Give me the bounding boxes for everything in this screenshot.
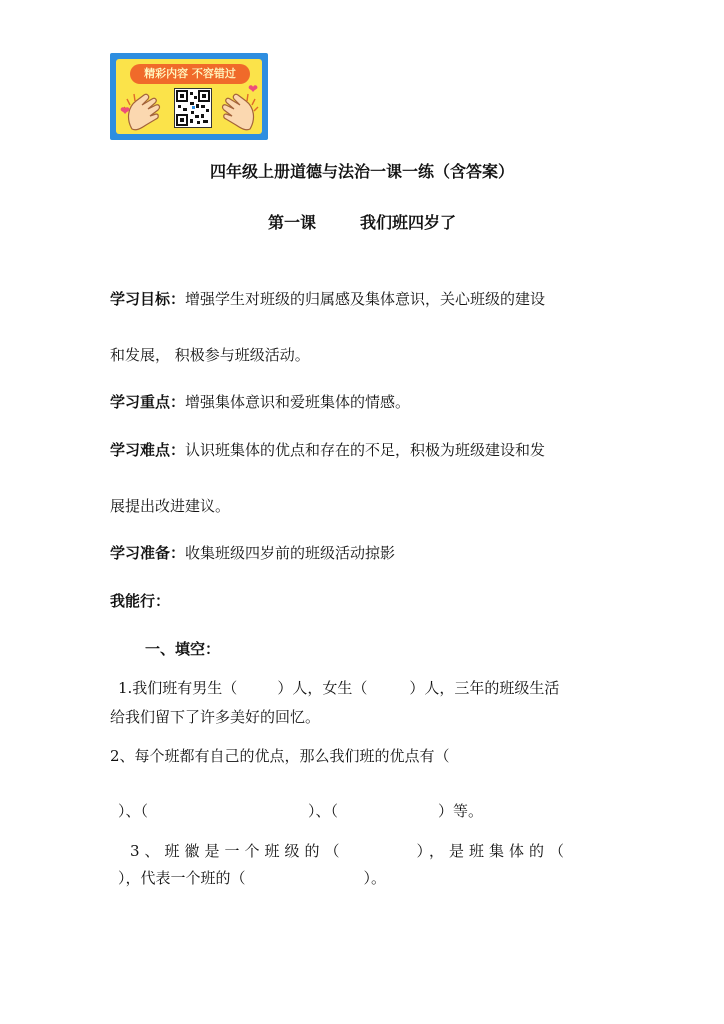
question-2-line-1: 2、每个班都有自己的优点，那么我们班的优点有（	[110, 747, 450, 765]
prep-label: 学习准备	[110, 544, 171, 562]
focus-text: 增强集体意识和爱班集体的情感。	[185, 393, 411, 411]
difficulty-line-continued: 展提出改进建议。	[110, 497, 231, 515]
goal-label: 学习目标	[110, 290, 171, 308]
difficulty-line: 学习难点：认识班集体的优点和存在的不足，积极为班级建设和发	[110, 441, 546, 459]
promo-banner[interactable]	[110, 53, 268, 140]
lesson-heading	[0, 212, 724, 234]
question-1-line-2: 给我们留下了许多美好的回忆。	[110, 708, 321, 726]
section-fill-heading: 一、填空：	[145, 640, 221, 658]
question-1-line-1: 1.我们班有男生（ ）人，女生（ ）人，三年的班级生活	[118, 679, 560, 697]
goal-line: 学习目标：增强学生对班级的归属感及集体意识，关心班级的建设	[110, 290, 546, 308]
goal-text: 增强学生对班级的归属感及集体意识，关心班级的建设	[185, 290, 546, 308]
question-2-line-2: ）、（ ）、（ ）等。	[118, 802, 484, 820]
question-3-line-1: 3、班徽是一个班级的（ ），是班集体的（	[130, 842, 570, 860]
heart-icon: ❤	[120, 104, 131, 118]
question-3-line-2: ），代表一个班的（ ）。	[118, 869, 387, 887]
document-title: 四年级上册道德与法治一课一练（含答案）	[209, 162, 514, 181]
prep-text: 收集班级四岁前的班级活动掠影	[185, 544, 396, 562]
difficulty-label: 学习难点	[110, 441, 171, 459]
goal-line-continued: 和发展， 积极参与班级活动。	[110, 346, 310, 364]
banner-title: 精彩内容 不容错过	[130, 64, 250, 84]
lesson-number: 第一课	[267, 213, 316, 232]
prep-line: 学习准备：收集班级四岁前的班级活动掠影	[110, 544, 396, 562]
focus-line: 学习重点：增强集体意识和爱班集体的情感。	[110, 393, 411, 411]
lesson-name: 我们班四岁了	[360, 213, 457, 232]
qr-code-icon[interactable]	[174, 88, 212, 128]
difficulty-text: 认识班集体的优点和存在的不足，积极为班级建设和发	[185, 441, 546, 459]
heart-icon: ❤	[248, 82, 259, 96]
can-do-heading: 我能行：	[110, 592, 171, 610]
focus-label: 学习重点	[110, 393, 171, 411]
banner-panel	[116, 59, 262, 134]
